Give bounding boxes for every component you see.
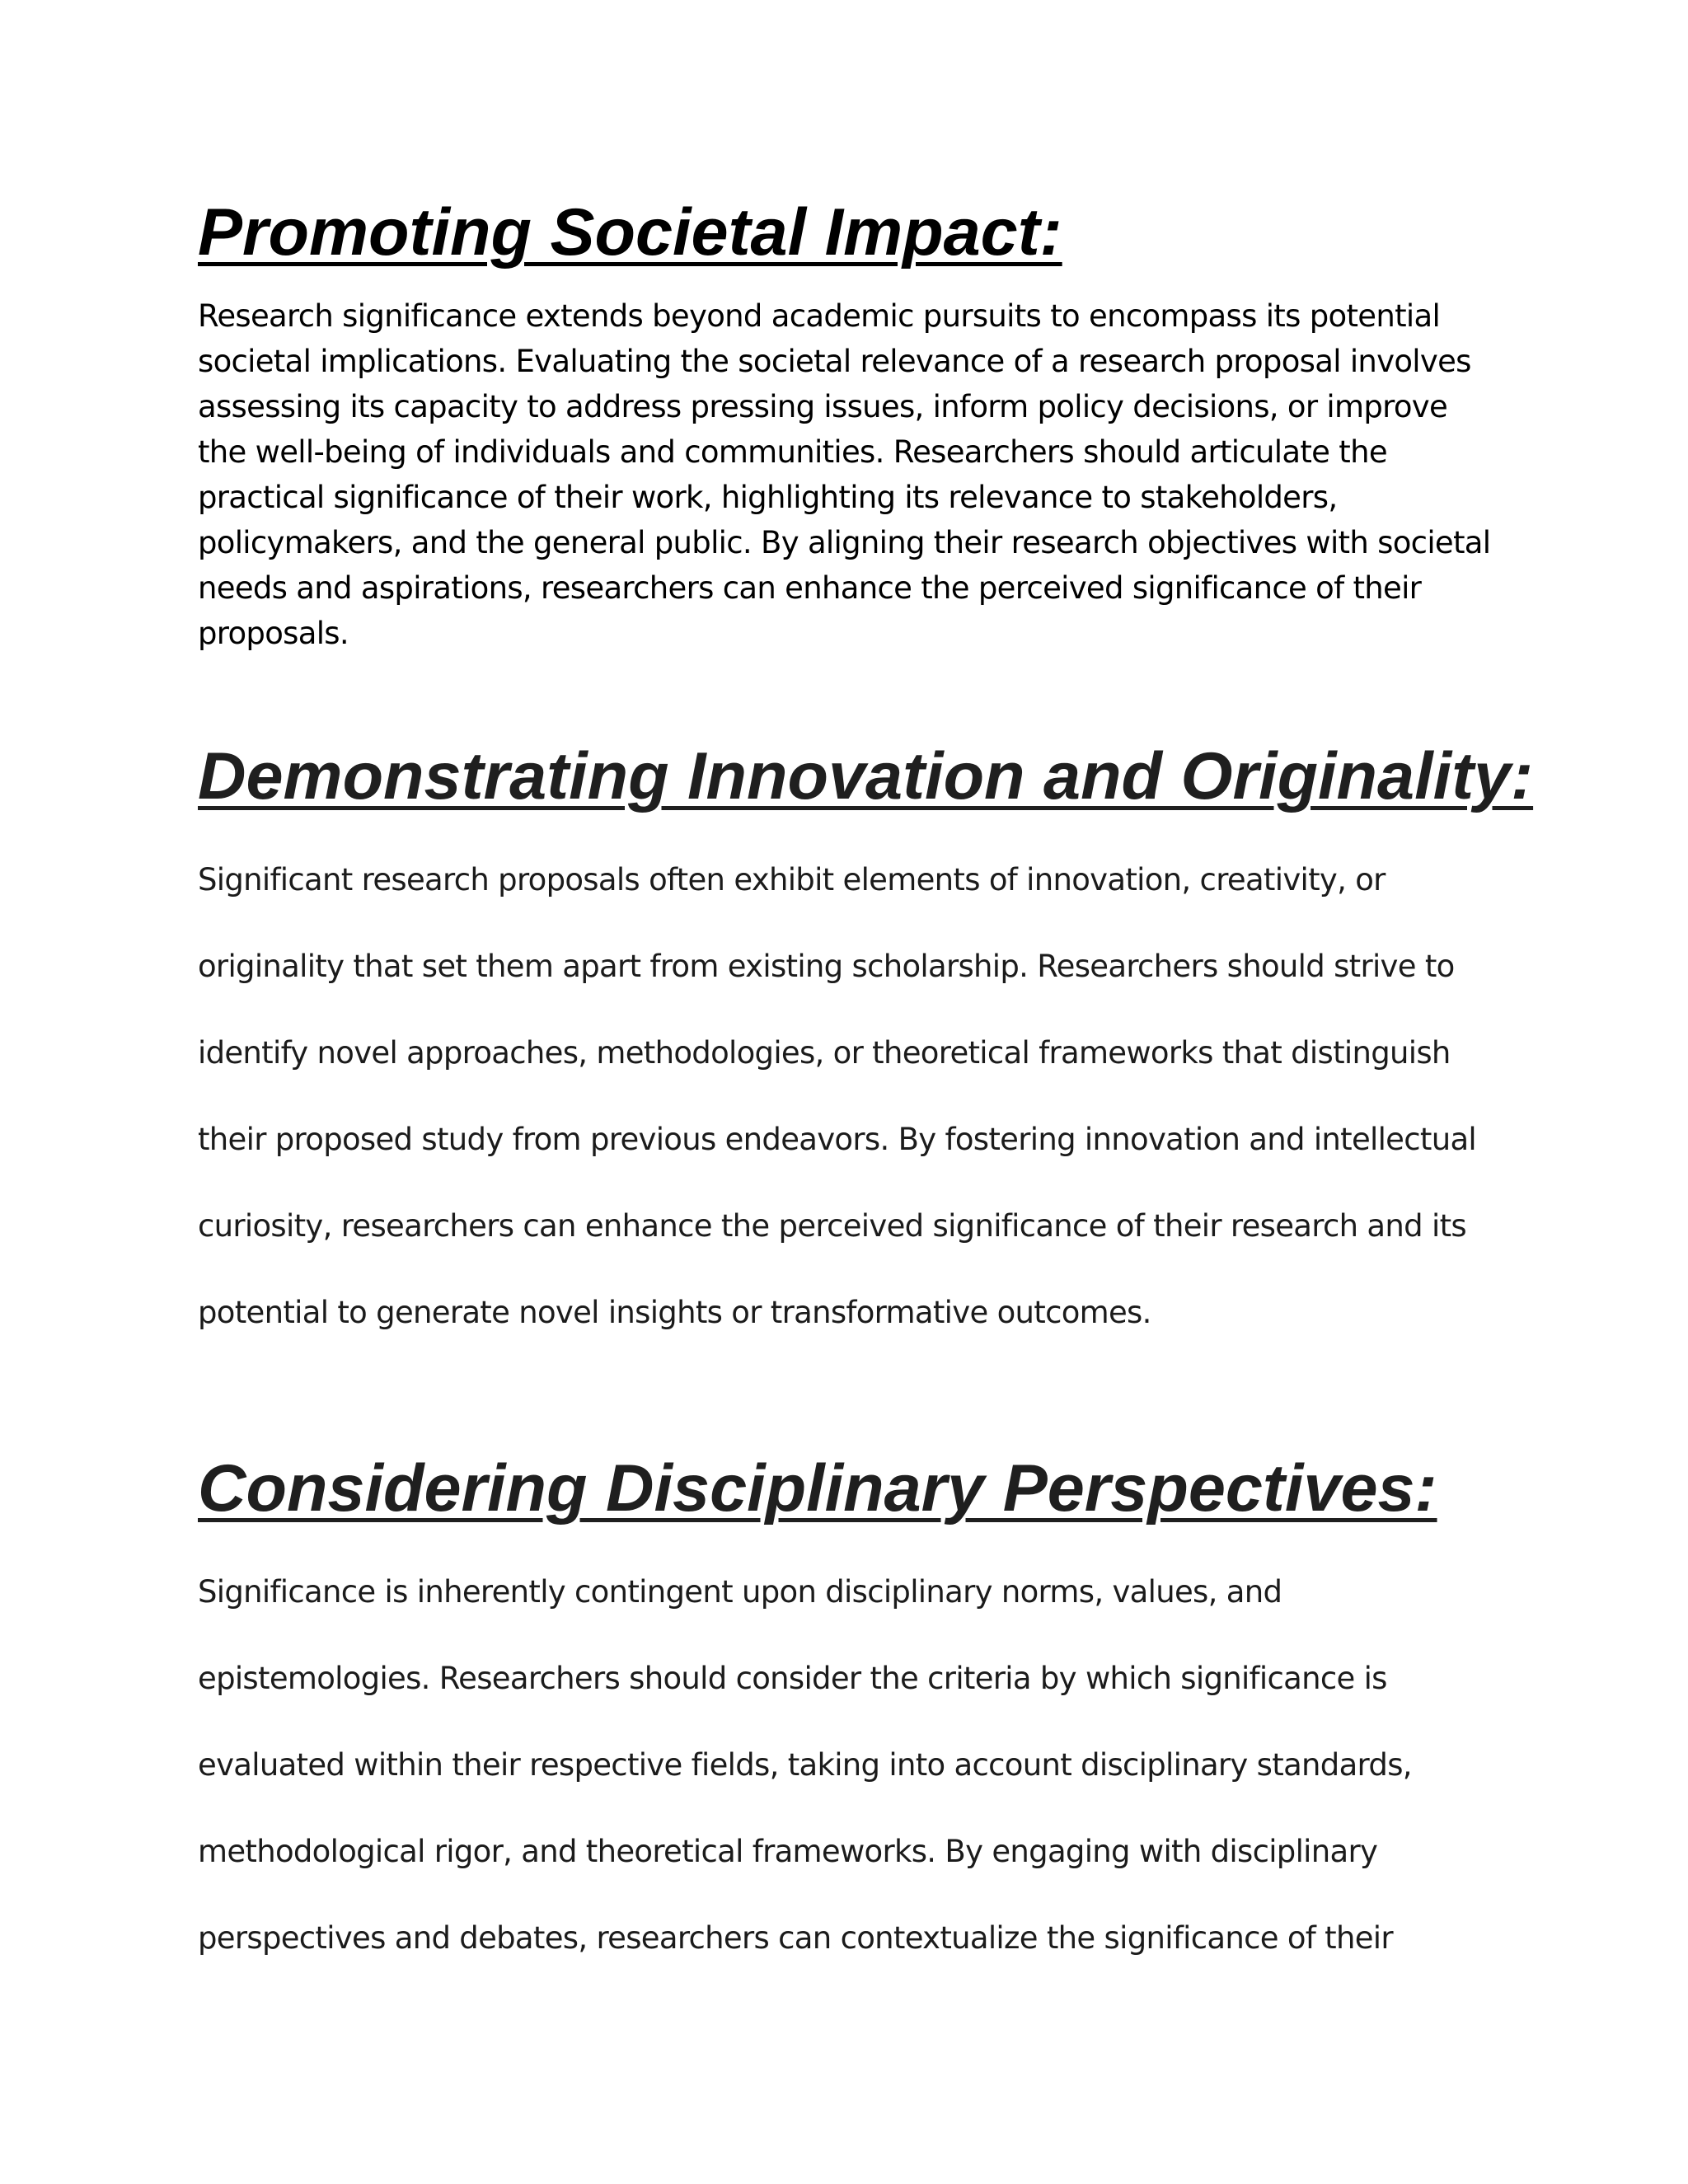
- paragraph-line: Significant research proposals often exhibit elements of innovation, creativity, or: [198, 862, 1386, 898]
- paragraph-line: needs and aspirations, researchers can enhance the perceived significance of their: [198, 570, 1422, 606]
- paragraph-line: Research significance extends beyond academic pursuits to encompass its potential: [198, 298, 1441, 334]
- paragraph-line: policymakers, and the general public. By aligning their research objectives with societal: [198, 525, 1491, 560]
- paragraph-line: societal implications. Evaluating the societal relevance of a research proposal involves: [198, 344, 1471, 379]
- section-paragraph-disciplinary-perspectives: [198, 1549, 1412, 1981]
- paragraph-line: originality that set them apart from existing scholarship. Researchers should strive to: [198, 949, 1455, 984]
- section-heading-societal-impact: Promoting Societal Impact:: [198, 195, 1062, 269]
- paragraph-line: identify novel approaches, methodologies, or theoretical frameworks that distinguish: [198, 1035, 1451, 1071]
- paragraph-line: the well-being of individuals and communities. Researchers should articulate the: [198, 434, 1387, 470]
- paragraph-line: assessing its capacity to address pressing issues, inform policy decisions, or improve: [198, 389, 1448, 424]
- paragraph-line: Significance is inherently contingent upon disciplinary norms, values, and: [198, 1574, 1282, 1610]
- paragraph-line: their proposed study from previous endeavors. By fostering innovation and intellectual: [198, 1122, 1476, 1157]
- section-heading-disciplinary-perspectives: Considering Disciplinary Perspectives:: [198, 1451, 1437, 1526]
- section-paragraph-innovation-originality: [198, 837, 1476, 1356]
- paragraph-line: proposals.: [198, 616, 349, 651]
- paragraph-line: curiosity, researchers can enhance the perceived significance of their research and its: [198, 1208, 1466, 1244]
- section-paragraph-societal-impact: [198, 293, 1490, 656]
- section-heading-innovation-originality: Demonstrating Innovation and Originality:: [198, 739, 1534, 813]
- paragraph-line: potential to generate novel insights or transformative outcomes.: [198, 1295, 1151, 1330]
- paragraph-line: epistemologies. Researchers should consider the criteria by which significance is: [198, 1661, 1387, 1696]
- paragraph-line: evaluated within their respective fields, taking into account disciplinary standards,: [198, 1747, 1412, 1783]
- paragraph-line: perspectives and debates, researchers can contextualize the significance of their: [198, 1920, 1393, 1956]
- paragraph-line: practical significance of their work, highlighting its relevance to stakeholders,: [198, 480, 1338, 515]
- paragraph-line: methodological rigor, and theoretical frameworks. By engaging with disciplinary: [198, 1834, 1378, 1869]
